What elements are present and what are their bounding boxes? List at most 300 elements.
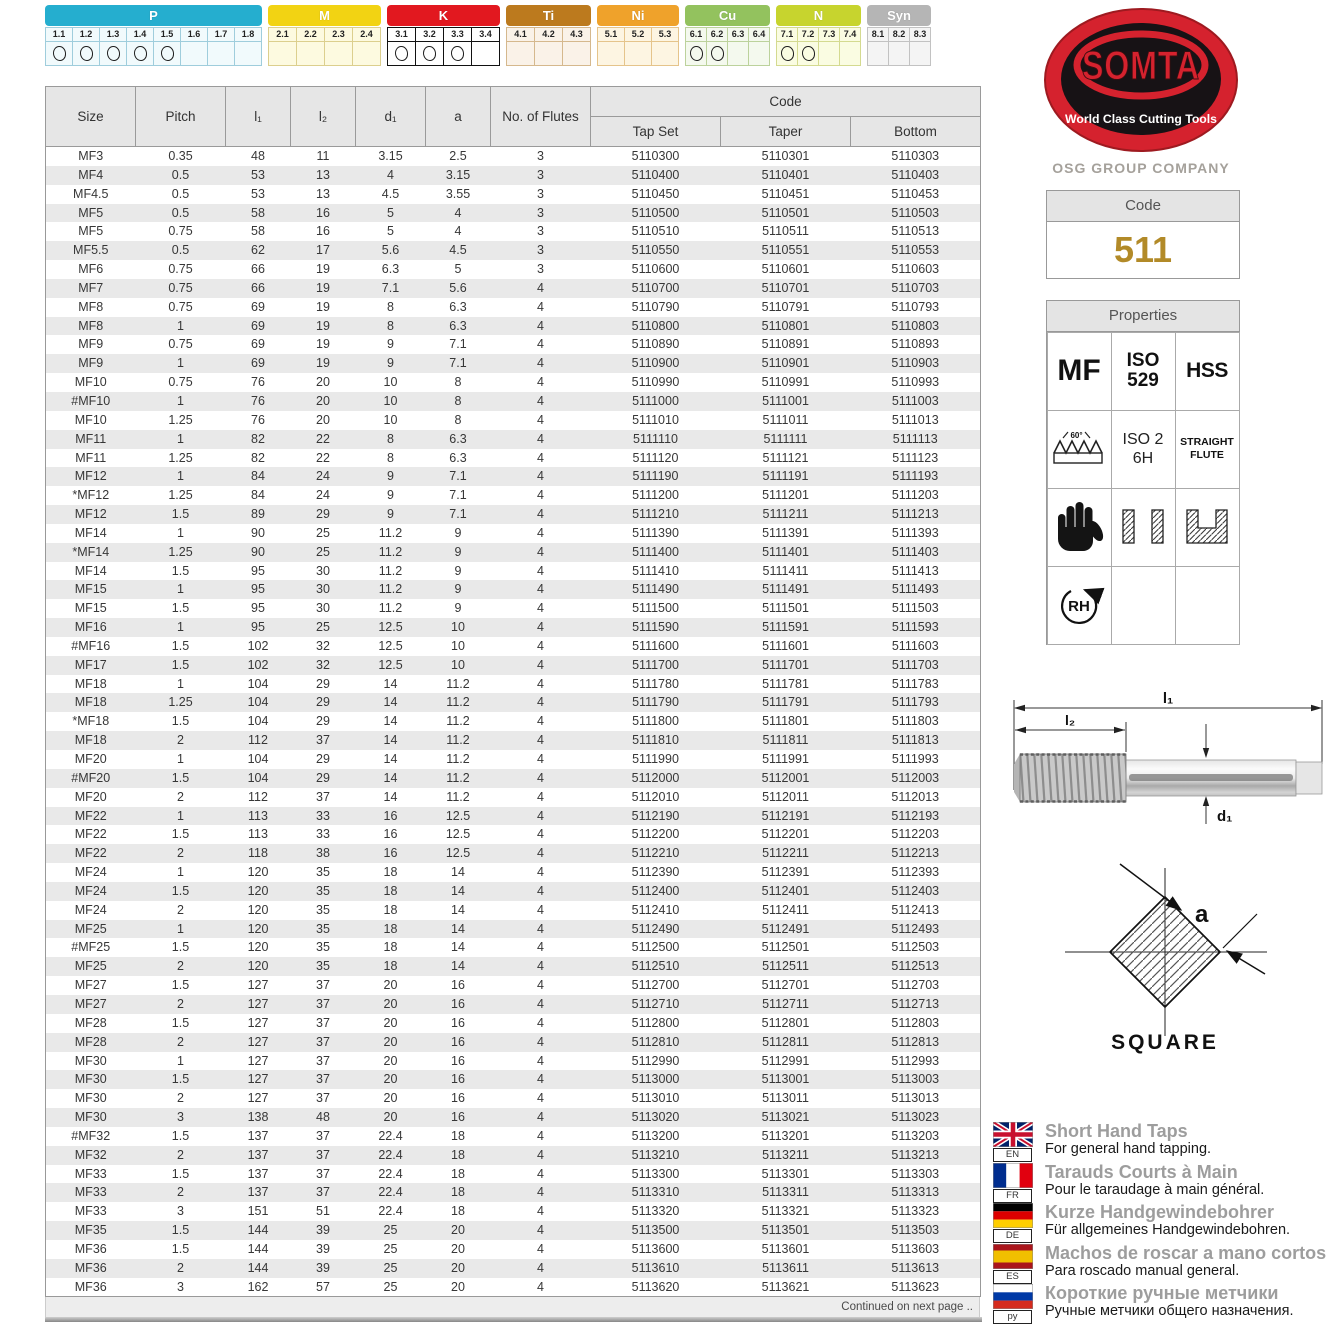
table-cell: 0.75 [168, 224, 193, 239]
table-row [46, 467, 981, 486]
table-cell: 5111013 [891, 412, 939, 427]
table-cell: MF4 [46, 166, 136, 185]
table-cell: MF24 [74, 865, 107, 880]
table-cell: 84 [251, 488, 265, 503]
table-cell: 120 [247, 865, 269, 880]
table-cell: 18 [383, 865, 398, 880]
table-cell: 4 [491, 1108, 591, 1127]
table-cell: 4 [454, 224, 462, 239]
table-cell: MF8 [46, 317, 136, 336]
table-cell: 39 [316, 1241, 330, 1256]
table-cell: 4 [491, 467, 591, 486]
table-cell: 5111780 [632, 676, 679, 691]
table-cell: 2.5 [449, 149, 467, 163]
table-row [46, 788, 981, 807]
table-cell: 20 [383, 1053, 398, 1068]
material-marked-circle [80, 46, 93, 61]
table-cell: 5112813 [851, 1033, 981, 1052]
table-cell: 5110791 [761, 299, 810, 314]
material-cell-label: 3.1 [388, 28, 415, 42]
table-cell: 4 [537, 789, 544, 804]
table-cell: 11.2 [446, 676, 470, 691]
table-cell: MF22 [74, 827, 107, 842]
table-cell: 3 [177, 1204, 184, 1219]
table-cell: 5111493 [851, 580, 981, 599]
table-row [46, 335, 981, 354]
table-cell: 1.5 [171, 601, 190, 616]
table-cell: 25 [291, 543, 356, 562]
table-cell: 0.75 [168, 262, 193, 277]
table-cell: 5113213 [851, 1146, 981, 1165]
table-cell: MF35 [46, 1221, 136, 1240]
material-cell-label: 1.8 [235, 28, 261, 42]
table-cell: 35 [316, 940, 330, 955]
table-cell: 5110800 [591, 317, 721, 336]
table-cell: 22 [316, 450, 330, 465]
material-marked-circle [802, 46, 815, 61]
table-cell: 58 [251, 224, 265, 239]
property-cell [1175, 332, 1240, 411]
svg-text:World Class Cutting Tools: World Class Cutting Tools [1065, 112, 1218, 126]
table-cell: 5112003 [851, 769, 981, 788]
table-cell: 5113320 [631, 1204, 680, 1219]
table-cell: 1.25 [136, 543, 226, 562]
table-cell: 5111390 [632, 525, 679, 540]
language-title: Machos de roscar a mano cortos [1045, 1242, 1327, 1263]
table-cell: 9 [454, 525, 462, 540]
table-cell: 1 [177, 865, 184, 880]
table-row [46, 731, 981, 750]
table-cell: 22.4 [378, 1204, 403, 1219]
table-cell: 4 [491, 279, 591, 298]
table-cell: 5111000 [591, 392, 721, 411]
table-cell: 138 [226, 1108, 291, 1127]
table-cell: 29 [316, 752, 330, 766]
table-cell: 4 [537, 525, 544, 540]
table-cell: 14 [383, 676, 398, 691]
table-cell: 5113610 [591, 1259, 721, 1278]
material-cell-8.3 [910, 27, 931, 66]
table-cell: 4 [491, 618, 591, 637]
table-cell: 4 [537, 1128, 544, 1143]
table-cell: 5.6 [426, 279, 491, 298]
table-cell: 5110600 [631, 262, 680, 277]
material-cell-label: 1.6 [181, 28, 207, 42]
table-cell: 3.15 [378, 149, 403, 163]
table-cell: 4 [537, 752, 544, 766]
table-cell: MF10 [74, 412, 107, 427]
table-cell: 1 [177, 676, 184, 691]
table-cell: 5113501 [721, 1221, 851, 1240]
table-cell: 5111190 [591, 467, 721, 486]
material-cell-1.5 [154, 27, 181, 66]
table-cell: 5111393 [891, 525, 939, 540]
table-cell: 76 [226, 392, 291, 411]
table-cell: 5111113 [851, 430, 981, 449]
table-cell: 9 [356, 354, 426, 373]
table-cell: 112 [248, 789, 268, 804]
table-cell: MF15 [74, 601, 107, 616]
table-cell: 5111593 [851, 618, 981, 637]
table-row [46, 863, 981, 882]
table-cell: 20 [356, 1033, 426, 1052]
table-cell: 12.5 [445, 827, 471, 842]
table-cell: 5111993 [891, 752, 939, 766]
material-cell-label: 5.2 [625, 28, 651, 42]
table-cell: 18 [356, 920, 426, 939]
table-cell: 4 [491, 543, 591, 562]
table-cell: 144 [226, 1259, 291, 1278]
table-cell: 95 [226, 618, 291, 637]
flag-box [993, 1244, 1037, 1284]
table-cell: 5110450 [631, 186, 680, 201]
table-cell: 5110601 [761, 262, 810, 277]
table-cell: 1.5 [136, 1070, 226, 1089]
table-cell: 4 [537, 299, 544, 314]
table-cell: 5113020 [591, 1108, 721, 1127]
table-cell: MF36 [46, 1259, 136, 1278]
property-cell [1111, 410, 1176, 489]
language-title: Short Hand Taps [1045, 1121, 1188, 1141]
table-cell: 5.6 [356, 241, 426, 260]
table-row [46, 1052, 981, 1071]
table-cell: 5112713 [851, 995, 981, 1014]
svg-text:l₂: l₂ [1064, 712, 1076, 728]
material-cell-1.2 [73, 27, 100, 66]
table-cell: 5112410 [631, 902, 680, 917]
table-cell: 5112403 [851, 882, 981, 901]
table-cell: 4 [491, 769, 591, 788]
table-cell: MF8 [78, 299, 104, 314]
table-cell: 35 [316, 865, 330, 880]
material-cell-1.1 [45, 27, 73, 66]
table-cell: MF30 [74, 1053, 107, 1068]
table-cell: 37 [316, 1053, 330, 1068]
tap-table [45, 86, 982, 1322]
table-cell: 3 [491, 204, 591, 223]
table-cell: 5113310 [591, 1183, 721, 1202]
table-cell: 5110990 [631, 375, 680, 390]
table-cell: 5111793 [851, 693, 981, 712]
table-cell: MF27 [46, 995, 136, 1014]
table-cell: 5111491 [721, 580, 851, 599]
table-cell: 5111001 [721, 392, 851, 411]
table-cell: #MF32 [71, 1128, 111, 1143]
table-cell: 51 [316, 1204, 330, 1219]
table-cell: MF18 [46, 731, 136, 750]
table-row [46, 354, 981, 373]
hand-icon [1053, 499, 1105, 555]
table-cell: 2 [177, 902, 184, 917]
table-cell: 4 [426, 204, 491, 223]
table-cell: 5110550 [591, 241, 721, 260]
table-cell: 4 [491, 957, 591, 976]
language-descriptions [993, 1122, 1338, 1325]
table-cell: 0.35 [168, 149, 193, 163]
table-cell: 24 [291, 467, 356, 486]
table-cell: 18 [451, 1204, 465, 1219]
table-cell: 5112011 [762, 789, 809, 804]
table-row [46, 938, 981, 957]
table-cell: 5111400 [591, 543, 721, 562]
table-cell: 89 [226, 505, 291, 524]
table-cell: 4.5 [381, 186, 400, 201]
table-cell: 120 [247, 940, 269, 955]
table-cell: 5113013 [891, 1091, 940, 1106]
material-cell-3.1 [387, 27, 416, 66]
table-cell: 127 [247, 1053, 269, 1068]
table-cell: 3 [537, 224, 544, 239]
table-cell: MF33 [74, 1204, 107, 1219]
material-marked-circle [423, 46, 436, 61]
table-cell: 137 [226, 1146, 291, 1165]
property-cell [1047, 410, 1112, 489]
table-row [46, 1033, 981, 1052]
table-cell: 5110513 [891, 224, 940, 239]
table-cell: 5110700 [591, 279, 721, 298]
table-cell: 5111800 [632, 714, 679, 729]
table-cell: 5112990 [631, 1053, 680, 1068]
table-cell: 4 [537, 450, 544, 465]
table-cell: 8 [426, 392, 491, 411]
table-cell: 5112000 [591, 769, 721, 788]
table-cell: MF30 [74, 1091, 107, 1106]
material-cell-label: 6.3 [728, 28, 748, 42]
table-row [46, 185, 981, 204]
continued-note: Continued on next page .. [45, 1297, 980, 1317]
table-row [46, 317, 981, 336]
table-cell: 5110891 [761, 337, 810, 352]
table-cell: 11.2 [378, 525, 403, 540]
table-cell: 5110900 [591, 354, 721, 373]
table-row [46, 1127, 981, 1146]
table-cell: 22.4 [378, 1128, 403, 1143]
table-cell: 2 [136, 1183, 226, 1202]
table-cell: *MF18 [72, 714, 110, 729]
table-cell: 5112513 [851, 957, 981, 976]
table-cell: 1.5 [171, 940, 190, 955]
material-cell-3.4 [472, 27, 500, 66]
table-cell: 18 [383, 940, 398, 955]
table-cell: 16 [426, 1108, 491, 1127]
table-cell: 9 [356, 467, 426, 486]
table-cell: 5112010 [631, 789, 680, 804]
table-cell: 20 [383, 978, 398, 993]
table-cell: 1.5 [136, 1221, 226, 1240]
table-cell: 5112803 [891, 1015, 940, 1030]
table-cell: 5112201 [761, 827, 810, 842]
table-cell: 20 [426, 1221, 491, 1240]
table-cell: 5112703 [891, 978, 940, 993]
table-cell: 5113001 [721, 1070, 851, 1089]
table-cell: 4 [491, 1070, 591, 1089]
table-cell: 2 [136, 731, 226, 750]
table-cell: 5110301 [761, 149, 810, 163]
table-cell: 14 [426, 882, 491, 901]
table-cell: 5110703 [851, 279, 981, 298]
table-cell: 33 [291, 807, 356, 826]
table-cell: 5111003 [851, 392, 981, 411]
table-cell: 37 [291, 1183, 356, 1202]
material-cell-label: 6.2 [707, 28, 727, 42]
table-cell: 5113303 [891, 1166, 940, 1181]
table-row [46, 1183, 981, 1202]
table-cell: 0.5 [136, 166, 226, 185]
blind-hole-icon [1184, 507, 1230, 547]
table-cell: 14 [451, 865, 465, 880]
table-cell: 29 [291, 769, 356, 788]
table-row [46, 1146, 981, 1165]
table-cell: 5110453 [891, 186, 940, 201]
property-cell [1175, 488, 1240, 567]
table-cell: 1 [136, 392, 226, 411]
table-cell: MF36 [74, 1279, 107, 1294]
table-cell: MF5.5 [46, 241, 136, 260]
material-cell-label: 5.3 [652, 28, 678, 42]
table-cell: 30 [316, 601, 330, 616]
table-cell: 120 [226, 920, 291, 939]
table-cell: 5113313 [851, 1183, 981, 1202]
table-cell: 5112211 [721, 844, 851, 863]
table-cell: 69 [251, 299, 265, 314]
table-cell: 4 [491, 995, 591, 1014]
table-cell: 5110603 [891, 262, 940, 277]
table-cell: 5112500 [631, 940, 680, 955]
table-cell: MF14 [74, 525, 107, 540]
table-cell: 151 [247, 1204, 269, 1219]
table-cell: 5113211 [721, 1146, 851, 1165]
somta-logo [1042, 6, 1240, 156]
table-cell: MF10 [74, 375, 107, 390]
col-header-code: Code [591, 87, 981, 117]
table-cell: 25 [383, 1279, 398, 1294]
table-row [46, 957, 981, 976]
table-cell: 14 [383, 752, 398, 766]
table-cell: 5113321 [761, 1204, 810, 1219]
material-cell-label: 8.3 [910, 28, 930, 42]
language-entry-EN [993, 1122, 1338, 1160]
material-cell-6.3 [728, 27, 749, 66]
table-cell: 5110701 [721, 279, 851, 298]
table-cell: 5113620 [631, 1279, 680, 1294]
table-cell: 4 [537, 714, 544, 729]
table-cell: MF24 [46, 882, 136, 901]
language-code-label: ру [993, 1310, 1032, 1324]
table-cell: 5113003 [851, 1070, 981, 1089]
table-cell: 5111203 [891, 488, 939, 503]
table-row [46, 1108, 981, 1127]
table-cell: 5112511 [721, 957, 851, 976]
table-cell: 95 [226, 580, 291, 599]
table-cell: 69 [226, 354, 291, 373]
table-cell: 66 [226, 279, 291, 298]
table-cell: 14 [451, 902, 465, 917]
table-cell: 13 [291, 166, 356, 185]
table-row [46, 693, 981, 712]
table-row [46, 298, 981, 317]
table-cell: 3 [537, 186, 544, 201]
property-text: MF [1057, 354, 1101, 387]
table-cell: 16 [291, 204, 356, 223]
table-cell: 35 [291, 920, 356, 939]
table-cell: 5110500 [591, 204, 721, 223]
table-cell: 5111193 [851, 467, 981, 486]
language-title: Tarauds Courts à Main [1045, 1161, 1238, 1182]
table-cell: 29 [316, 714, 330, 729]
table-cell: 5112510 [591, 957, 721, 976]
table-cell: 12.5 [356, 656, 426, 675]
table-cell: 10 [426, 618, 491, 637]
table-cell: 19 [316, 262, 330, 277]
col-header-a: a [426, 87, 491, 147]
table-cell: 5111121 [762, 450, 809, 465]
table-cell: 5111700 [591, 656, 721, 675]
table-cell: 4 [537, 827, 544, 842]
table-cell: 6.3 [426, 430, 491, 449]
table-cell: 104 [247, 714, 269, 729]
table-cell: 2 [136, 844, 226, 863]
table-cell: 5113023 [851, 1108, 981, 1127]
table-cell: 16 [383, 827, 398, 842]
material-cell-2.1 [268, 27, 297, 66]
table-cell: 16 [426, 995, 491, 1014]
table-cell: 14 [383, 714, 398, 729]
table-cell: 76 [251, 412, 265, 427]
table-cell: 8 [454, 375, 462, 390]
table-cell: 1.5 [136, 505, 226, 524]
material-cell-label: 5.1 [598, 28, 624, 42]
table-cell: 9 [387, 337, 394, 352]
table-cell: MF16 [46, 618, 136, 637]
table-cell: 5112810 [591, 1033, 721, 1052]
table-cell: 5111490 [591, 580, 721, 599]
material-cell-1.3 [100, 27, 127, 66]
language-subtitle: Für allgemeines Handgewindebohren. [1045, 1222, 1291, 1238]
table-cell: 10 [426, 656, 491, 675]
table-cell: 20 [426, 1259, 491, 1278]
table-cell: 5111990 [632, 752, 679, 766]
language-code-label: DE [993, 1229, 1032, 1243]
table-cell: 20 [316, 375, 330, 390]
table-cell: MF17 [46, 656, 136, 675]
table-cell: 5111701 [721, 656, 851, 675]
language-title: Kurze Handgewindebohrer [1045, 1202, 1275, 1222]
table-cell: 5113621 [761, 1279, 810, 1294]
table-cell: 5113323 [891, 1204, 940, 1219]
table-cell: 11.2 [426, 769, 491, 788]
table-cell: 5111123 [892, 450, 939, 465]
material-cell-2.4 [353, 27, 381, 66]
table-cell: 95 [251, 601, 265, 616]
svg-text:RH: RH [1068, 598, 1090, 615]
table-row [46, 562, 981, 581]
material-group-label: Syn [867, 5, 931, 26]
material-group-Cu [685, 5, 770, 66]
table-cell: 5111500 [632, 601, 679, 616]
material-group-M [268, 5, 381, 66]
table-cell: 37 [316, 1128, 330, 1143]
table-cell: 62 [226, 241, 291, 260]
table-cell: 144 [247, 1241, 269, 1256]
material-group-label: K [387, 5, 500, 26]
table-cell: 82 [251, 450, 265, 465]
table-cell: 18 [356, 957, 426, 976]
material-marked-circle [161, 46, 174, 61]
table-cell: 127 [226, 1070, 291, 1089]
table-cell: 7.1 [449, 337, 467, 352]
code-value: 511 [1113, 229, 1173, 270]
table-cell: 5112193 [851, 807, 981, 826]
